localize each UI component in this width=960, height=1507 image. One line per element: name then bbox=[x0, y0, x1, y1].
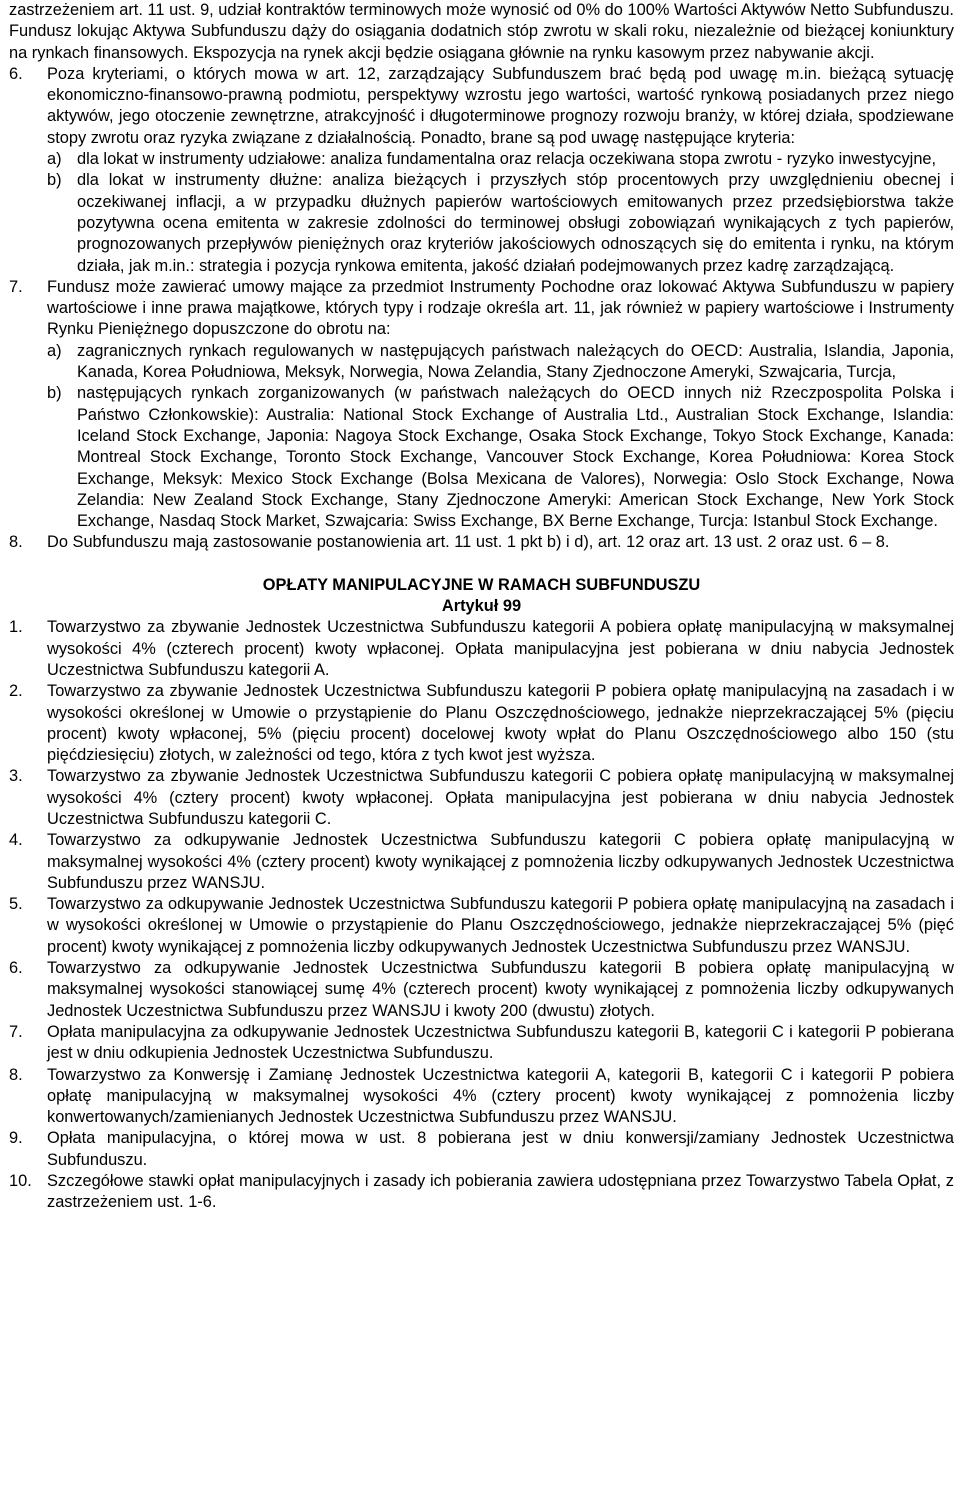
list-text: Towarzystwo za Konwersję i Zamianę Jednostek Uczestnictwa kategorii A, kategorii B, kategorii C i kategorii P pobiera opłatę manipulacyjną w maksymalnej wysokości 4% (cztery procent) kwoty wynikającej z pomnożenia liczby konwertowanych/zamienianych Jednostek Uczestnictwa Subfunduszu przez WANSJU. bbox=[47, 1065, 954, 1127]
list-text: Towarzystwo za odkupywanie Jednostek Uczestnictwa Subfunduszu kategorii B pobiera opłatę manipulacyjną w maksymalnej wysokości stanowiącej sumę 4% (czterech procent) kwoty wynikającej z pomnożenia liczby odkupywanych Jednostek Uczestnictwa Subfunduszu przez WANSJU i kwoty 200 (dwustu) złotych. bbox=[47, 959, 954, 1020]
list-number: 9. bbox=[9, 1129, 23, 1148]
list-text: Towarzystwo za zbywanie Jednostek Uczestnictwa Subfunduszu kategorii P pobiera opłatę manipulacyjną na zasadach i w wysokości określonej w Umowie o przystąpienie do Planu Oszczędnościowego, jednakże nieprzekraczającej 5% (pięciu procent) kwoty wpłaconej, 5% (pięciu procent) docelowej kwoty wpłat do Planu Oszczędnościowego albo 150 (stu pięćdziesięciu) złotych, w zależności od tego, która z tych kwot jest wyższa. bbox=[47, 682, 954, 765]
list-item-8 bbox=[9, 532, 954, 553]
list-number: 3. bbox=[9, 767, 23, 786]
fee-list-item bbox=[9, 681, 954, 766]
fee-list-item bbox=[9, 830, 954, 894]
list-item-6 bbox=[9, 64, 954, 149]
list-item-7 bbox=[9, 277, 954, 341]
list-number: 6. bbox=[9, 64, 23, 83]
list-number: 1. bbox=[9, 618, 23, 637]
sub-label: b) bbox=[47, 384, 62, 403]
list-number: 7. bbox=[9, 277, 23, 296]
list-text: Opłata manipulacyjna za odkupywanie Jednostek Uczestnictwa Subfunduszu kategorii B, kategorii C i kategorii P pobierana jest w dniu odkupienia Jednostek Uczestnictwa Subfunduszu. bbox=[47, 1022, 954, 1063]
sub-text: dla lokat w instrumenty udziałowe: analiza fundamentalna oraz relacja oczekiwana stopa zwrotu - ryzyko inwestycyjne, bbox=[77, 150, 937, 169]
list-text: Towarzystwo za odkupywanie Jednostek Uczestnictwa Subfunduszu kategorii P pobiera opłatę manipulacyjną na zasadach i w wysokości określonej w Umowie o przystąpienie do Planu Oszczędnościowego, jednakże nieprzekraczającej 5% (pięć procent) kwoty wynikającej z pomnożenia liczby odkupywanych Jednostek Uczestnictwa Subfunduszu przez WANSJU. bbox=[47, 895, 954, 956]
sub-text: zagranicznych rynkach regulowanych w następujących państwach należących do OECD: Australia, Islandia, Japonia, Kanada, Korea Południowa, Meksyk, Norwegia, Nowa Zelandia, Stany Zjednoczone Ameryki, Szwajcaria, Turcja, bbox=[77, 341, 954, 382]
sub-text: następujących rynkach zorganizowanych (w państwach należących do OECD innych niż Rzeczpospolita Polska i Państwo Członkowskie): Australia: National Stock Exchange of Australia Ltd., Australian Stock Exchange, Islandia: Iceland Stock Exchange, Japonia: Nagoya Stock Exchange, Osaka Stock Exchange, Tokyo Stock Exchange, Kanada: Montreal Stock Exchange, Toronto Stock Exchange, Vancouver Stock Exchange, Korea Południowa: Korea Stock Exchange, Meksyk: Mexico Stock Exchange (Bolsa Mexicana de Valores), Norwegia: Oslo Stock Exchange, Nowa Zelandia: New Zealand Stock Exchange, Stany Zjednoczone Ameryki: American Stock Exchange, New York Stock Exchange, Nasdaq Stock Market, Szwajcaria: Swiss Exchange, BX Berne Exchange, Turcja: Istanbul Stock Exchange. bbox=[77, 384, 954, 531]
fee-list-item bbox=[9, 617, 954, 681]
sub-label: a) bbox=[47, 150, 62, 169]
list-text: Fundusz może zawierać umowy mające za przedmiot Instrumenty Pochodne oraz lokować Aktywa Subfunduszu w papiery wartościowe i inne prawa majątkowe, których typy i rodzaje określa art. 11, jak również w papiery wartościowe i Instrumenty Rynku Pieniężnego dopuszczone do obrotu na: bbox=[47, 277, 954, 339]
list-text: Do Subfunduszu mają zastosowanie postanowienia art. 11 ust. 1 pkt b) i d), art. 12 oraz art. 13 ust. 2 oraz ust. 6 – 8. bbox=[47, 533, 890, 552]
section-spacer bbox=[9, 554, 954, 575]
list-text: Opłata manipulacyjna, o której mowa w ust. 8 pobierana jest w dniu konwersji/zamiany Jednostek Uczestnictwa Subfunduszu. bbox=[47, 1129, 954, 1169]
paragraph-continuation: zastrzeżeniem art. 11 ust. 9, udział kontraktów terminowych może wynosić od 0% do 100% Wartości Aktywów Netto Subfunduszu. Fundusz lokując Aktywa Subfunduszu dąży do osiągania dodatnich stóp zwrotu w skali roku, niezależnie od bieżącej koniunktury na rynkach finansowych. Ekspozycja na rynek akcji będzie osiągana głównie na rynku kasowym przez nabywanie akcji. bbox=[9, 1, 954, 62]
sub-item-7b bbox=[9, 383, 954, 532]
sub-item-7a bbox=[9, 341, 954, 384]
list-number: 8. bbox=[9, 533, 23, 552]
list-number: 2. bbox=[9, 682, 23, 701]
list-number: 7. bbox=[9, 1022, 23, 1041]
article-heading: Artykuł 99 bbox=[441, 597, 522, 616]
fee-list bbox=[9, 617, 954, 1213]
list-text: Towarzystwo za odkupywanie Jednostek Uczestnictwa Subfunduszu kategorii C pobiera opłatę manipulacyjną w maksymalnej wysokości 4% (cztery procent) kwoty wynikającej z pomnożenia liczby odkupywanych Jednostek Uczestnictwa Subfunduszu przez WANSJU. bbox=[47, 831, 954, 892]
list-number: 8. bbox=[9, 1065, 23, 1084]
list-text: Poza kryteriami, o których mowa w art. 12, zarządzający Subfunduszem brać będą pod uwagę m.in. bieżącą sytuację ekonomiczno-finansowo-prawną podmiotu, perspektywy wzrostu jego wartości, wartość rynkową posiadanych przez niego aktywów, jego otoczenie zewnętrzne, atrakcyjność i długoterminowe prognozy rozwoju branży, w której działa, spodziewane stopy zwrotu oraz ryzyka związane z działalnością. Ponadto, brane są pod uwagę następujące kryteria: bbox=[47, 64, 954, 147]
fee-list-item bbox=[9, 1128, 954, 1171]
list-number: 10. bbox=[9, 1172, 32, 1191]
sub-text: dla lokat w instrumenty dłużne: analiza bieżących i przyszłych stóp procentowych przy uwzględnieniu obecnej i oczekiwanej inflacji, a w przypadku dłużnych papierów wartościowych emitowanych przez przedsiębiorstwa także pozytywna ocena emitenta w zakresie zdolności do terminowej obsługi zobowiązań wynikających z tych papierów, prognozowanych przepływów pieniężnych oraz kryteriów jakościowych odnoszących się do emitenta i rynku, na którym działa, jak m.in.: strategia i pozycja rynkowa emitenta, jakość działań podejmowanych przez kadrę zarządzającą. bbox=[77, 171, 954, 275]
list-text: Towarzystwo za zbywanie Jednostek Uczestnictwa Subfunduszu kategorii C pobiera opłatę manipulacyjną w maksymalnej wysokości 4% (cztery procent) kwoty wpłaconej. Opłata manipulacyjna jest pobierana w dniu nabycia Jednostek Uczestnictwa Subfunduszu kategorii C. bbox=[47, 767, 954, 828]
sub-item-6a bbox=[9, 149, 954, 170]
fee-list-item bbox=[9, 1171, 954, 1214]
list-number: 6. bbox=[9, 959, 23, 978]
sub-label: a) bbox=[47, 341, 62, 360]
list-text: Szczegółowe stawki opłat manipulacyjnych i zasady ich pobierania zawiera udostępniana przez Towarzystwo Tabela Opłat, z zastrzeżeniem ust. 1-6. bbox=[47, 1172, 954, 1212]
sub-label: b) bbox=[47, 171, 62, 190]
list-text: Towarzystwo za zbywanie Jednostek Uczestnictwa Subfunduszu kategorii A pobiera opłatę manipulacyjną w maksymalnej wysokości 4% (czterech procent) kwoty wpłaconej. Opłata manipulacyjna jest pobierana w dniu nabycia Jednostek Uczestnictwa Subfunduszu kategorii A. bbox=[47, 618, 954, 679]
list-number: 5. bbox=[9, 895, 23, 914]
fee-list-item bbox=[9, 1022, 954, 1065]
fee-list-item bbox=[9, 894, 954, 958]
fee-list-item bbox=[9, 958, 954, 1022]
fee-list-item bbox=[9, 766, 954, 830]
list-number: 4. bbox=[9, 831, 23, 850]
sub-item-6b bbox=[9, 170, 954, 276]
section-title: OPŁATY MANIPULACYJNE W RAMACH SUBFUNDUSZU bbox=[262, 575, 701, 594]
fee-list-item bbox=[9, 1065, 954, 1129]
